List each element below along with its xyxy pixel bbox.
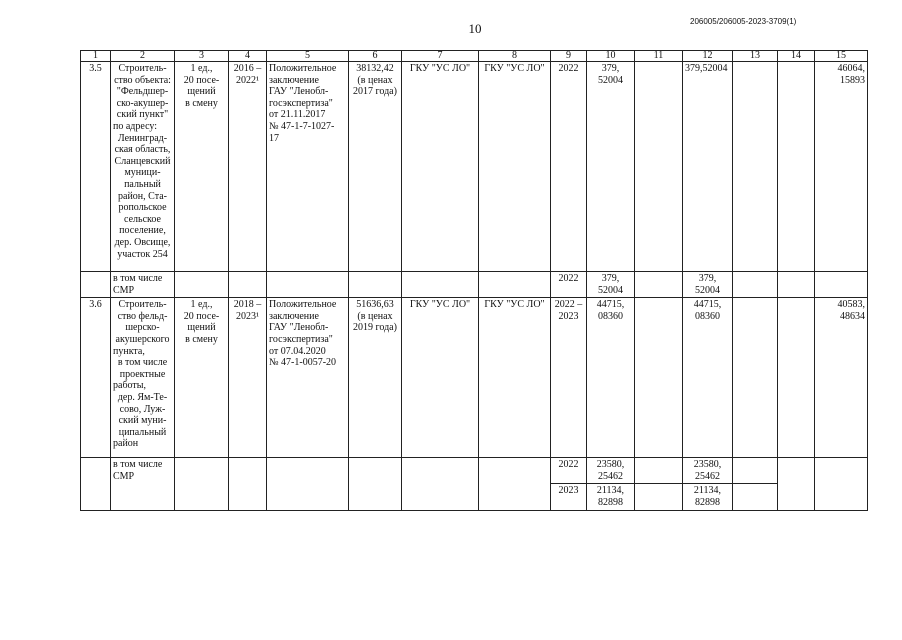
- empty-cell: [733, 298, 778, 458]
- text-line: СМР: [113, 470, 135, 482]
- regional-budget: [683, 298, 733, 458]
- column-number: 2: [111, 51, 175, 62]
- text-line: 379,: [601, 273, 620, 284]
- period: [229, 62, 267, 272]
- text-line: 52004: [598, 284, 623, 296]
- empty-cell: [349, 272, 402, 298]
- text-line: ский муни-: [118, 415, 167, 427]
- text-line: ский пункт": [116, 109, 169, 121]
- text-line: ципальный: [118, 426, 167, 438]
- text-line: пальный: [124, 178, 161, 190]
- total-amount: [587, 458, 635, 484]
- text-line: 82898: [598, 496, 623, 508]
- empty-cell: [479, 272, 551, 298]
- text-line: акушерского: [115, 333, 170, 345]
- empty-cell: [635, 272, 683, 298]
- column-number: 7: [402, 51, 479, 62]
- text-line: участок 254: [117, 248, 168, 260]
- investment-table: [80, 50, 868, 511]
- total-amount: [587, 298, 635, 458]
- text-line: 44715,: [596, 299, 625, 311]
- expertise: [267, 298, 349, 458]
- year: 2022: [551, 62, 587, 272]
- text-line: 20 посе-: [183, 74, 220, 86]
- empty-cell: [635, 458, 683, 484]
- empty-cell: [778, 62, 815, 272]
- smr-label: [111, 272, 175, 298]
- empty-cell: [402, 458, 479, 510]
- text-line: 25462: [695, 470, 720, 482]
- text-line: 15893: [840, 74, 865, 86]
- text-line: в смену: [185, 333, 218, 345]
- total-amount: [587, 484, 635, 510]
- year: 2023: [551, 484, 587, 510]
- column-number: 10: [587, 51, 635, 62]
- capacity: [175, 298, 229, 458]
- text-line: от 07.04.2020: [269, 345, 326, 357]
- customer: ГКУ "УС ЛО": [402, 62, 479, 272]
- empty-cell: [479, 458, 551, 510]
- remaining-cost: [815, 62, 868, 272]
- column-number: 9: [551, 51, 587, 62]
- empty-cell: [267, 272, 349, 298]
- year: [551, 298, 587, 458]
- column-number: 3: [175, 51, 229, 62]
- text-line: щений: [187, 322, 216, 334]
- text-line: (в ценах: [357, 310, 393, 322]
- text-line: ская область,: [114, 144, 171, 156]
- text-line: 2022¹: [236, 74, 259, 86]
- text-line: заключение: [269, 74, 319, 86]
- text-line: 46064,: [837, 63, 865, 74]
- text-line: Строитель-: [118, 63, 167, 74]
- column-number: 5: [267, 51, 349, 62]
- text-line: 20 посе-: [183, 310, 220, 322]
- text-line: 2017 года): [353, 86, 397, 98]
- text-line: 08360: [598, 310, 623, 322]
- text-line: дер. Ям-Те-: [117, 391, 168, 403]
- text-line: ГАУ "Ленобл-: [269, 86, 329, 98]
- empty-cell: [815, 458, 868, 510]
- smr-label: [111, 458, 175, 510]
- text-line: по адресу:: [113, 120, 158, 132]
- empty-cell: [175, 272, 229, 298]
- text-line: ропольское: [118, 202, 167, 214]
- column-number-row: [81, 51, 868, 62]
- document-id: 206005/206005-2023-3709(1): [690, 17, 797, 26]
- text-line: 21134,: [693, 485, 722, 497]
- table-row: [81, 62, 868, 272]
- text-line: СМР: [113, 284, 135, 296]
- capacity: [175, 62, 229, 272]
- total-amount: [587, 272, 635, 298]
- empty-cell: [733, 62, 778, 272]
- empty-cell: [349, 458, 402, 510]
- text-line: 51636,63: [356, 299, 394, 311]
- empty-cell: [81, 458, 111, 510]
- text-line: ство фельд-: [117, 310, 168, 322]
- empty-cell: [733, 458, 778, 484]
- text-line: 40583,: [837, 299, 865, 311]
- text-line: 23580,: [693, 459, 722, 471]
- empty-cell: [815, 272, 868, 298]
- text-line: 25462: [598, 470, 623, 482]
- text-line: работы,: [113, 380, 146, 392]
- column-number: 8: [479, 51, 551, 62]
- empty-cell: [229, 272, 267, 298]
- empty-cell: [402, 272, 479, 298]
- text-line: проектные: [119, 368, 166, 380]
- text-line: 379,: [601, 63, 620, 74]
- text-line: 2022 –: [554, 299, 583, 311]
- text-line: № 47-1-0057-20: [269, 357, 337, 369]
- text-line: заключение: [269, 310, 319, 322]
- table-row: [81, 272, 868, 298]
- text-line: Сланцевский: [114, 155, 171, 167]
- regional-budget: [683, 484, 733, 510]
- text-line: сельское: [124, 213, 161, 225]
- text-line: ство объекта:: [114, 74, 171, 86]
- object-name: [111, 62, 175, 272]
- column-number: 14: [778, 51, 815, 62]
- text-line: пункта,: [113, 345, 145, 357]
- empty-cell: [733, 272, 778, 298]
- text-line: госэкспертиза": [269, 97, 333, 109]
- text-line: сово, Луж-: [119, 403, 166, 415]
- regional-budget: 379,52004: [683, 62, 733, 272]
- text-line: от 21.11.2017: [269, 109, 326, 121]
- column-number: 11: [635, 51, 683, 62]
- text-line: 1 ед.,: [190, 63, 213, 74]
- empty-cell: [229, 458, 267, 510]
- text-line: 23580,: [596, 459, 625, 471]
- year: 2022: [551, 272, 587, 298]
- object-name: [111, 298, 175, 458]
- text-line: щений: [187, 86, 216, 98]
- text-line: в смену: [185, 97, 218, 109]
- text-line: район: [113, 438, 139, 450]
- text-line: 38132,42: [356, 63, 394, 74]
- total-amount: [587, 62, 635, 272]
- text-line: (в ценах: [357, 74, 393, 86]
- empty-cell: [635, 298, 683, 458]
- table-row: [81, 458, 868, 484]
- text-line: 44715,: [693, 299, 722, 311]
- column-number: 4: [229, 51, 267, 62]
- text-line: 52004: [598, 74, 623, 86]
- text-line: в том числе: [113, 273, 163, 284]
- text-line: № 47-1-7-1027-: [269, 120, 335, 132]
- text-line: 52004: [695, 284, 720, 296]
- estimated-cost: [349, 62, 402, 272]
- row-number: 3.5: [81, 62, 111, 272]
- text-line: дер. Овсище,: [114, 236, 171, 248]
- empty-cell: [635, 62, 683, 272]
- empty-cell: [175, 458, 229, 510]
- text-line: муници-: [124, 167, 161, 179]
- column-number: 15: [815, 51, 868, 62]
- text-line: в том числе: [117, 357, 168, 369]
- empty-cell: [267, 458, 349, 510]
- page-number: 10: [468, 21, 482, 36]
- year: 2022: [551, 458, 587, 484]
- text-line: в том числе: [113, 459, 163, 471]
- column-number: 13: [733, 51, 778, 62]
- empty-cell: [778, 458, 815, 510]
- text-line: 48634: [840, 310, 865, 322]
- text-line: 17: [269, 132, 279, 144]
- text-line: 2018 –: [233, 299, 262, 311]
- empty-cell: [778, 298, 815, 458]
- text-line: Положительное: [269, 299, 337, 311]
- text-line: 2023¹: [236, 310, 259, 322]
- developer: ГКУ "УС ЛО": [479, 298, 551, 458]
- row-number: 3.6: [81, 298, 111, 458]
- customer: ГКУ "УС ЛО": [402, 298, 479, 458]
- text-line: 1 ед.,: [190, 299, 213, 311]
- text-line: 2016 –: [233, 63, 262, 74]
- text-line: 379,: [698, 273, 717, 284]
- empty-cell: [778, 272, 815, 298]
- column-number: 6: [349, 51, 402, 62]
- table-row: [81, 298, 868, 458]
- estimated-cost: [349, 298, 402, 458]
- text-line: 2019 года): [353, 322, 397, 334]
- text-line: ГАУ "Ленобл-: [269, 322, 329, 334]
- regional-budget: [683, 272, 733, 298]
- text-line: госэкспертиза": [269, 333, 333, 345]
- expertise: [267, 62, 349, 272]
- developer: ГКУ "УС ЛО": [479, 62, 551, 272]
- text-line: 82898: [695, 496, 720, 508]
- text-line: район, Ста-: [118, 190, 167, 202]
- text-line: 21134,: [596, 485, 625, 497]
- empty-cell: [733, 484, 778, 510]
- regional-budget: [683, 458, 733, 484]
- empty-cell: [81, 272, 111, 298]
- text-line: шерско-: [125, 322, 160, 334]
- text-line: 08360: [695, 310, 720, 322]
- text-line: 2023: [558, 310, 579, 322]
- text-line: поселение,: [119, 225, 166, 237]
- text-line: Строитель-: [118, 299, 167, 311]
- text-line: "Фельдшер-: [116, 86, 169, 98]
- text-line: ско-акушер-: [116, 97, 169, 109]
- remaining-cost: [815, 298, 868, 458]
- empty-cell: [635, 484, 683, 510]
- period: [229, 298, 267, 458]
- column-number: 12: [683, 51, 733, 62]
- column-number: 1: [81, 51, 111, 62]
- text-line: Положительное: [269, 63, 337, 74]
- text-line: Ленинград-: [117, 132, 168, 144]
